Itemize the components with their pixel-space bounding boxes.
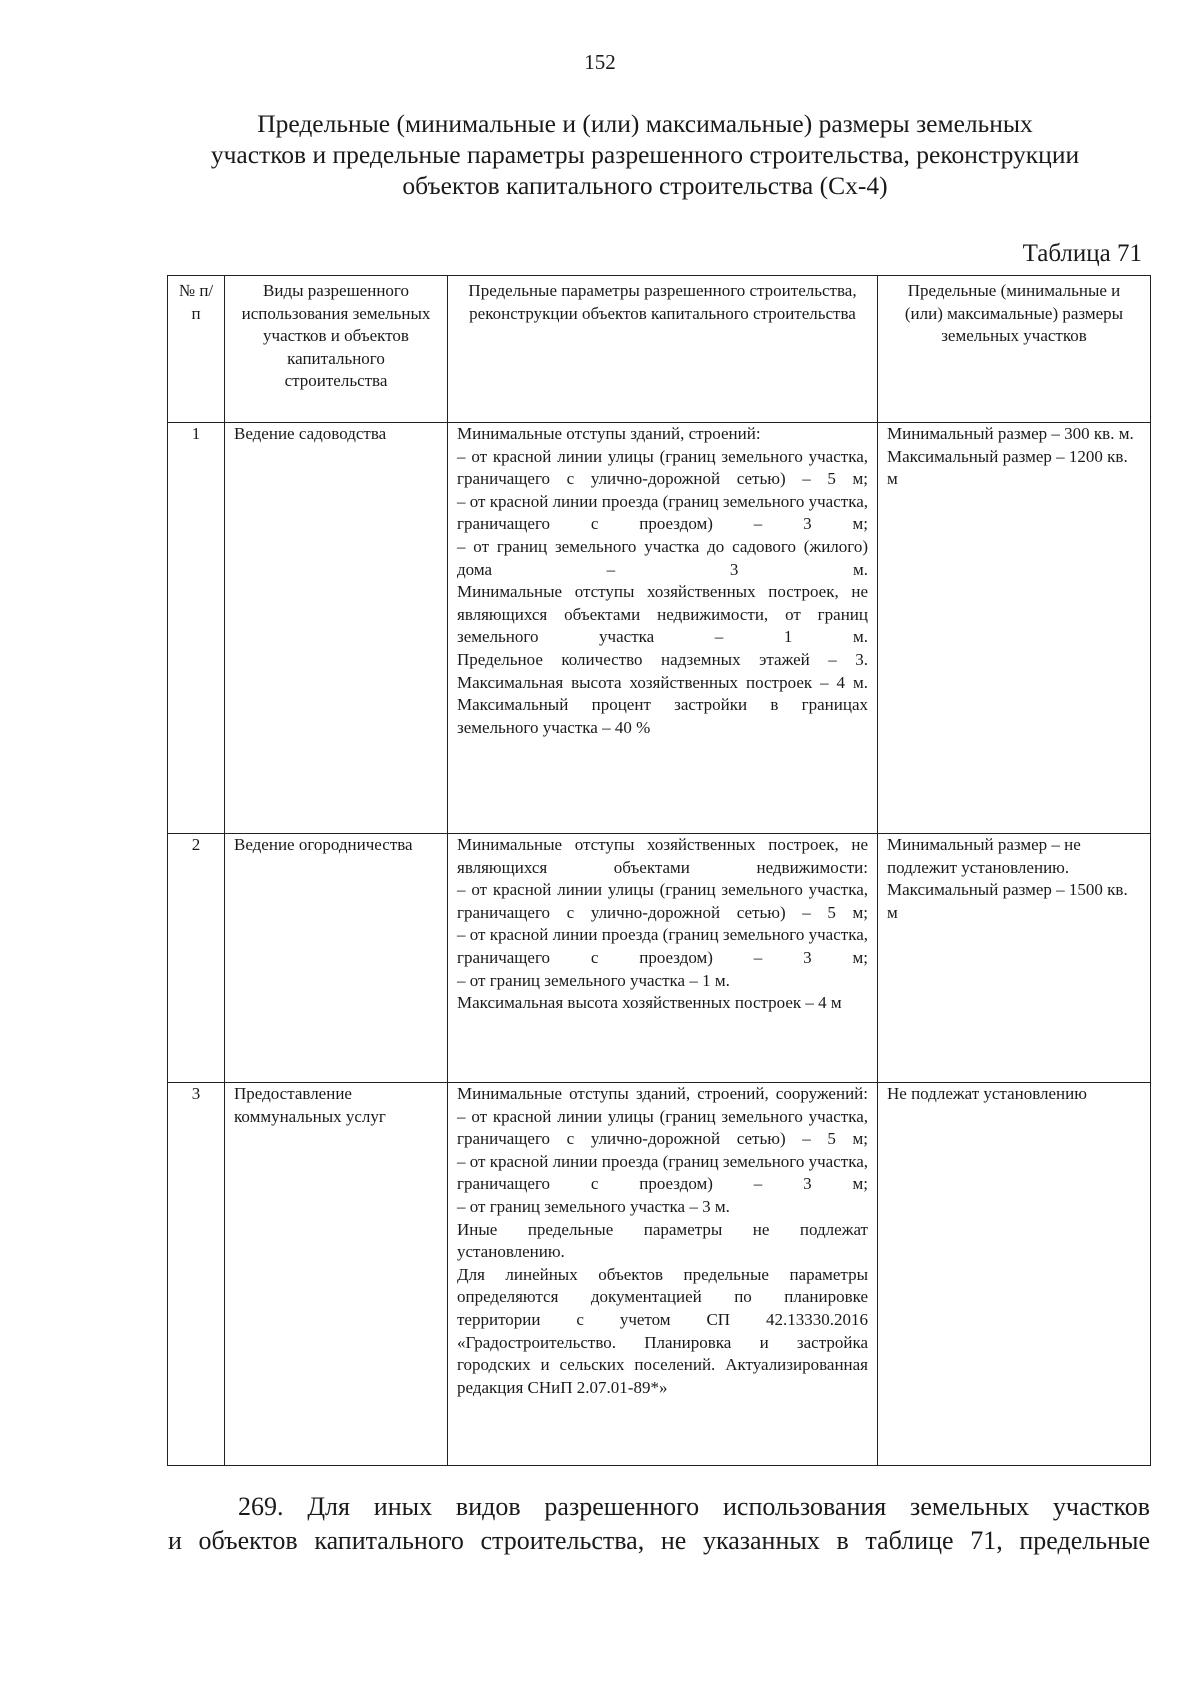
table-header-row (168, 276, 1151, 423)
params-cell (448, 423, 878, 834)
param-line: Максимальная высота хозяйственных построек – 4 м. (457, 672, 868, 692)
header-num: № п/п (168, 276, 225, 423)
sizes-cell (878, 834, 1151, 1083)
param-line: – от красной линии проезда (границ земельного участка, граничащего с проездом) – 3 м; (457, 491, 868, 534)
param-line: Предельное количество надземных этажей – 3. (457, 649, 868, 669)
param-line: – от красной линии проезда (границ земельного участка, граничащего с проездом) – 3 м; (457, 1151, 868, 1194)
params-cell (448, 1083, 878, 1466)
sizes-cell (878, 1083, 1151, 1466)
param-line: Максимальная высота хозяйственных построек – 4 м (457, 993, 842, 1013)
param-line: Минимальные отступы хозяйственных построек, не являющихся объектами недвижимости, от границ земельного участка – 1 м. (457, 582, 868, 647)
param-line: – от красной линии улицы (границ земельного участка, граничащего с улично-дорожной сетью) – 5 м; (457, 880, 868, 922)
param-line: – от границ земельного участка – 3 м. (457, 1196, 730, 1216)
header-sizes: Предельные (минимальные и (или) максимальные) размеры земельных участков (878, 276, 1151, 423)
use-type: Предоставление коммунальных услуг (225, 1083, 448, 1466)
paragraph-269 (168, 1490, 1150, 1558)
param-line: Минимальные отступы зданий, строений: (457, 424, 761, 443)
header-params: Предельные параметры разрешенного строительства, реконструкции объектов капитального строительства (448, 276, 878, 423)
table-row (168, 1083, 1151, 1466)
table-row (168, 423, 1151, 834)
size-line: Минимальный размер – 300 кв. м. (887, 424, 1134, 443)
param-line: Минимальные отступы хозяйственных построек, не являющихся объектами недвижимости: (457, 835, 868, 877)
page-number: 152 (584, 50, 616, 74)
param-line: Максимальный процент застройки в границах земельного участка – 40 % (457, 695, 868, 737)
header-use: Виды разрешенного использования земельных участков и объектов капитального строительства (225, 276, 448, 423)
table-row (168, 834, 1151, 1083)
params-cell (448, 834, 878, 1083)
param-line: – от красной линии улицы (границ земельного участка, граничащего с улично-дорожной сетью) – 5 м; (457, 1106, 868, 1149)
param-line: – от красной линии улицы (границ земельного участка, граничащего с улично-дорожной сетью) – 5 м; (457, 446, 868, 489)
param-line: Для линейных объектов предельные параметры определяются документацией по планировке территории с учетом СП 42.13330.2016 «Градостроительство. Планировка и застройка городских и сельских поселений. Актуализированная редакция СНиП 2.07.01-89*» (457, 1264, 868, 1397)
title-line-1: Предельные (минимальные и (или) максимальные) размеры земельных (257, 109, 1033, 138)
param-line: – от красной линии проезда (границ земельного участка, граничащего с проездом) – 3 м; (457, 925, 868, 967)
param-line: – от границ земельного участка – 1 м. (457, 970, 730, 990)
document-title (150, 108, 1140, 201)
row-number: 2 (168, 834, 225, 1083)
size-line: Максимальный размер – 1200 кв. м (887, 446, 1128, 489)
paragraph-line-1: 269. Для иных видов разрешенного использования земельных участков (238, 1492, 1150, 1521)
row-number: 1 (168, 423, 225, 834)
sizes-cell (878, 423, 1151, 834)
title-line-2: участков и предельные параметры разрешенного строительства, реконструкции (210, 140, 1080, 169)
title-line-3: объектов капитального строительства (Сх-4) (402, 171, 888, 200)
param-line: Иные предельные параметры не подлежат установлению. (457, 1219, 868, 1262)
size-line: Максимальный размер – 1500 кв. м (887, 880, 1128, 922)
use-type: Ведение садоводства (225, 423, 448, 834)
row-number: 3 (168, 1083, 225, 1466)
paragraph-line-2: и объектов капитального строительства, не указанных в таблице 71, предельные (168, 1526, 1150, 1555)
param-line: Минимальные отступы зданий, строений, сооружений: (457, 1084, 868, 1103)
param-line: – от границ земельного участка до садового (жилого) дома – 3 м. (457, 536, 868, 579)
regulations-table (167, 275, 1151, 1466)
size-line: Минимальный размер – не подлежит установлению. (887, 835, 1081, 877)
use-type: Ведение огородничества (225, 834, 448, 1083)
size-line: Не подлежат установлению (887, 1084, 1087, 1103)
table-label: Таблица 71 (1022, 240, 1142, 267)
